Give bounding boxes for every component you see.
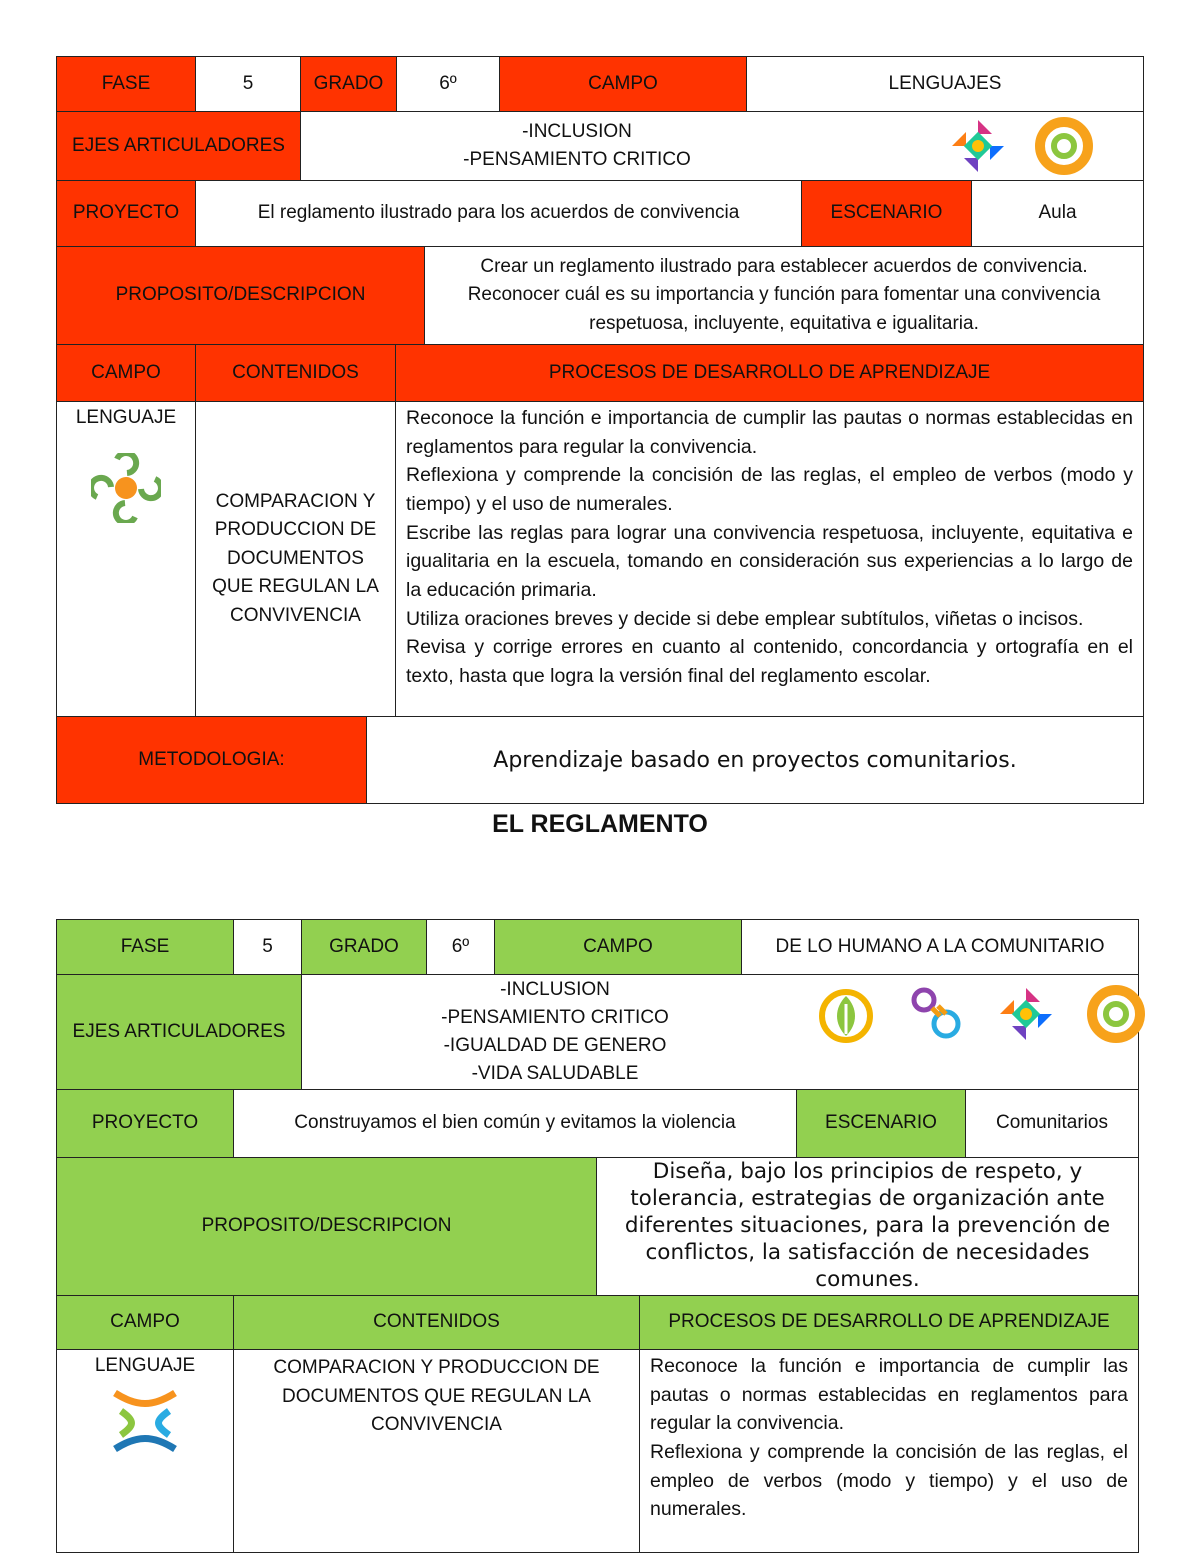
t2-fase-label: FASE <box>56 919 234 975</box>
t2-proyecto-value: Construyamos el bien común y evitamos la violencia <box>233 1089 797 1158</box>
critical-thinking-icon <box>1034 116 1094 176</box>
t1-eje-item: -PENSAMIENTO CRITICO <box>463 149 691 170</box>
healthy-life-icon <box>816 984 876 1044</box>
t2-eje-item: -PENSAMIENTO CRITICO <box>441 1007 669 1029</box>
critical-thinking-icon <box>1086 984 1146 1044</box>
t1-proposito-value: Crear un reglamento ilustrado para establecer acuerdos de convivencia. Reconocer cuál es su importancia y función para fomentar una convivencia respetuosa, incluyente, equitativa e igualitaria. <box>424 246 1144 345</box>
t1-proposito-label: PROPOSITO/DESCRIPCION <box>56 246 425 345</box>
t1-proceso-item: Revisa y corrige errores en cuanto al contenido, concordancia y ortografía en el texto, hasta que logra la versión final del reglamento escolar. <box>406 636 1133 687</box>
t2-ejes-icons <box>816 984 1146 1044</box>
t1-contenidos-value: COMPARACION Y PRODUCCION DE DOCUMENTOS QUE REGULAN LA CONVIVENCIA <box>195 401 396 717</box>
t1-eje-item: -INCLUSION <box>522 120 632 142</box>
t2-proyecto-label: PROYECTO <box>56 1089 234 1158</box>
t1-campo-cell <box>56 401 196 717</box>
t1-ejes-label: EJES ARTICULADORES <box>56 111 301 181</box>
t2-grado-label: GRADO <box>301 919 427 975</box>
t1-ejes-icons <box>948 116 1094 176</box>
t2-eje-item: -IGUALDAD DE GENERO <box>443 1035 667 1056</box>
t1-proceso-item: Utiliza oraciones breves y decide si debe emplear subtítulos, viñetas o incisos. <box>406 607 1084 630</box>
t1-metodologia-value: Aprendizaje basado en proyectos comunitarios. <box>366 716 1144 804</box>
t2-proposito-value: Diseña, bajo los principios de respeto, y tolerancia, estrategias de organización ante diferentes situaciones, para la prevención de conflictos, la satisfacción de necesidades comunes. <box>596 1157 1139 1296</box>
t2-campo-cell <box>56 1349 234 1553</box>
t2-escenario-value: Comunitarios <box>965 1089 1139 1158</box>
humano-comunitario-icon <box>107 1383 183 1459</box>
t1-proceso-item: Reconoce la función e importancia de cumplir las pautas o normas establecidas en reglamentos para regular la convivencia. <box>406 407 1133 458</box>
t1-campo-row-value: LENGUAJE <box>75 407 177 428</box>
t1-campo-label: CAMPO <box>499 56 747 112</box>
t1-proyecto-value: El reglamento ilustrado para los acuerdos de convivencia <box>195 180 802 247</box>
t1-grado-value: 6º <box>396 56 500 112</box>
t2-proposito-label: PROPOSITO/DESCRIPCION <box>56 1157 597 1296</box>
t2-header-campo: CAMPO <box>56 1295 234 1350</box>
t2-campo-label: CAMPO <box>494 919 742 975</box>
t1-escenario-label: ESCENARIO <box>801 180 972 247</box>
t2-eje-item: -INCLUSION <box>500 979 610 1001</box>
t2-campo-row-value: LENGUAJE <box>94 1355 196 1376</box>
gender-equality-icon <box>906 984 966 1044</box>
t2-escenario-label: ESCENARIO <box>796 1089 966 1158</box>
t1-proceso-item: Reflexiona y comprende la concisión de las reglas, el empleo de verbos (modo y tiempo) y el uso de numerales. <box>406 464 1133 515</box>
t1-fase-value: 5 <box>195 56 301 112</box>
t2-proceso-item: Reconoce la función e importancia de cumplir las pautas o normas establecidas en reglamentos para regular la convivencia. <box>650 1355 1128 1435</box>
t2-grado-value: 6º <box>426 919 495 975</box>
t1-campo-value: LENGUAJES <box>746 56 1144 112</box>
t2-campo-value: DE LO HUMANO A LA COMUNITARIO <box>741 919 1139 975</box>
section-heading: EL REGLAMENTO <box>492 810 708 838</box>
t2-proceso-item: Reflexiona y comprende la concisión de las reglas, el empleo de verbos (modo y tiempo) y el uso de numerales. <box>650 1440 1128 1521</box>
t1-escenario-value: Aula <box>971 180 1144 247</box>
t2-fase-value: 5 <box>233 919 302 975</box>
t1-grado-label: GRADO <box>300 56 397 112</box>
t1-header-procesos: PROCESOS DE DESARROLLO DE APRENDIZAJE <box>395 344 1144 402</box>
inclusion-icon <box>948 116 1008 176</box>
t1-header-contenidos: CONTENIDOS <box>195 344 396 402</box>
inclusion-icon <box>996 984 1056 1044</box>
t1-header-campo: CAMPO <box>56 344 196 402</box>
t2-eje-item: -VIDA SALUDABLE <box>471 1062 639 1084</box>
lenguajes-icon <box>91 453 161 523</box>
t1-metodologia-label: METODOLOGIA: <box>56 716 367 804</box>
t1-proceso-item: Escribe las reglas para lograr una convivencia respetuosa, incluyente, equitativa e igualitaria en la escuela, tomando en consideración sus experiencias a lo largo de la educación primaria. <box>406 521 1133 601</box>
t2-contenidos-value: COMPARACION Y PRODUCCION DE DOCUMENTOS QUE REGULAN LA CONVIVENCIA <box>233 1349 640 1553</box>
t2-header-contenidos: CONTENIDOS <box>233 1295 640 1350</box>
t1-procesos-list <box>395 401 1144 717</box>
t2-procesos-list <box>639 1349 1139 1553</box>
t1-fase-label: FASE <box>56 56 196 112</box>
t2-ejes-label: EJES ARTICULADORES <box>56 974 302 1090</box>
t2-header-procesos: PROCESOS DE DESARROLLO DE APRENDIZAJE <box>639 1295 1139 1350</box>
t1-proyecto-label: PROYECTO <box>56 180 196 247</box>
